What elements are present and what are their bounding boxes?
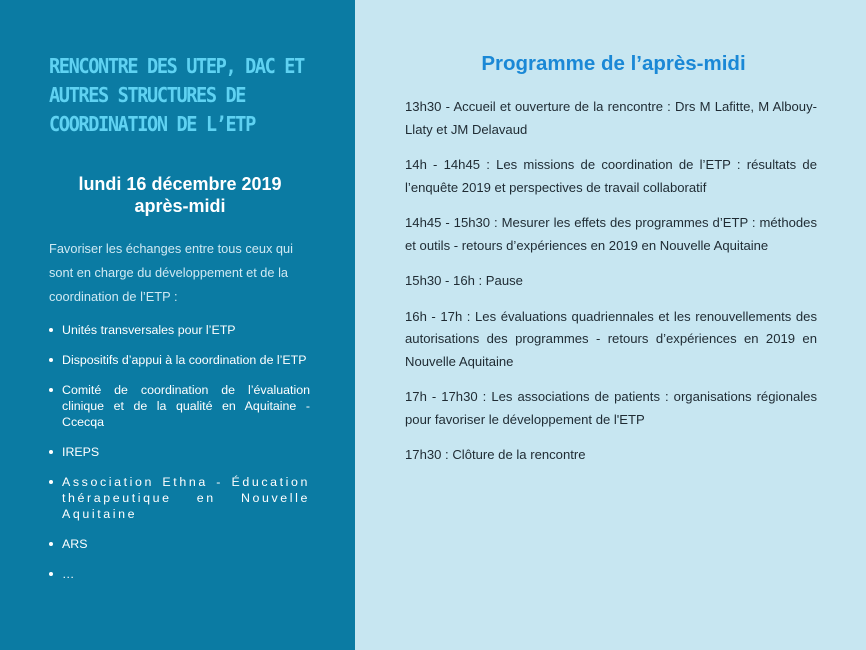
list-item: Association Ethna - Éducation thérapeutique en Nouvelle Aquitaine: [49, 474, 310, 522]
program-item: 15h30 - 16h : Pause: [405, 273, 523, 288]
program-item: 14h - 14h45 : Les missions de coordination de l’ETP : résultats de l’enquête 2019 et perspectives de travail collaboratif: [405, 157, 817, 195]
program-title: Programme de l’après-midi: [481, 52, 746, 75]
list-item: Comité de coordination de l’évaluation clinique et de la qualité en Aquitaine - Ccecqa: [49, 382, 310, 430]
program-list: [405, 96, 817, 467]
program-item: 17h30 : Clôture de la rencontre: [405, 447, 586, 462]
right-panel: [355, 0, 866, 650]
left-panel: [0, 0, 355, 650]
date-line: lundi 16 décembre 2019: [78, 174, 282, 194]
list-item: Unités transversales pour l’ETP: [49, 322, 310, 338]
list-item: Dispositifs d’appui à la coordination de l’ETP: [49, 352, 310, 368]
program-item: 14h45 - 15h30 : Mesurer les effets des programmes d’ETP : méthodes et outils - retours d’expériences en 2019 en Nouvelle Aquitaine: [405, 215, 817, 253]
date-period: après-midi: [134, 196, 226, 216]
program-item: 13h30 - Accueil et ouverture de la rencontre : Drs M Lafitte, M Albouy-Llaty et JM Delavaud: [405, 99, 817, 137]
structures-list: [49, 322, 310, 582]
intro-text: Favoriser les échanges entre tous ceux qui sont en charge du développement et de la coordination de l’ETP :: [49, 241, 293, 304]
list-item: IREPS: [49, 444, 310, 460]
list-item: ARS: [49, 536, 310, 552]
program-item: 17h - 17h30 : Les associations de patients : organisations régionales pour favoriser le développement de l'ETP: [405, 389, 817, 427]
event-title: RENCONTRE DES UTEP, DAC ET AUTRES STRUCTURES DE COORDINATION DE L’ETP: [49, 54, 304, 136]
program-item: 16h - 17h : Les évaluations quadriennales et les renouvellements des autorisations des programmes - retours d’expériences en 2019 en Nouvelle Aquitaine: [405, 308, 817, 369]
event-date: [51, 173, 309, 217]
list-item: …: [49, 566, 310, 582]
